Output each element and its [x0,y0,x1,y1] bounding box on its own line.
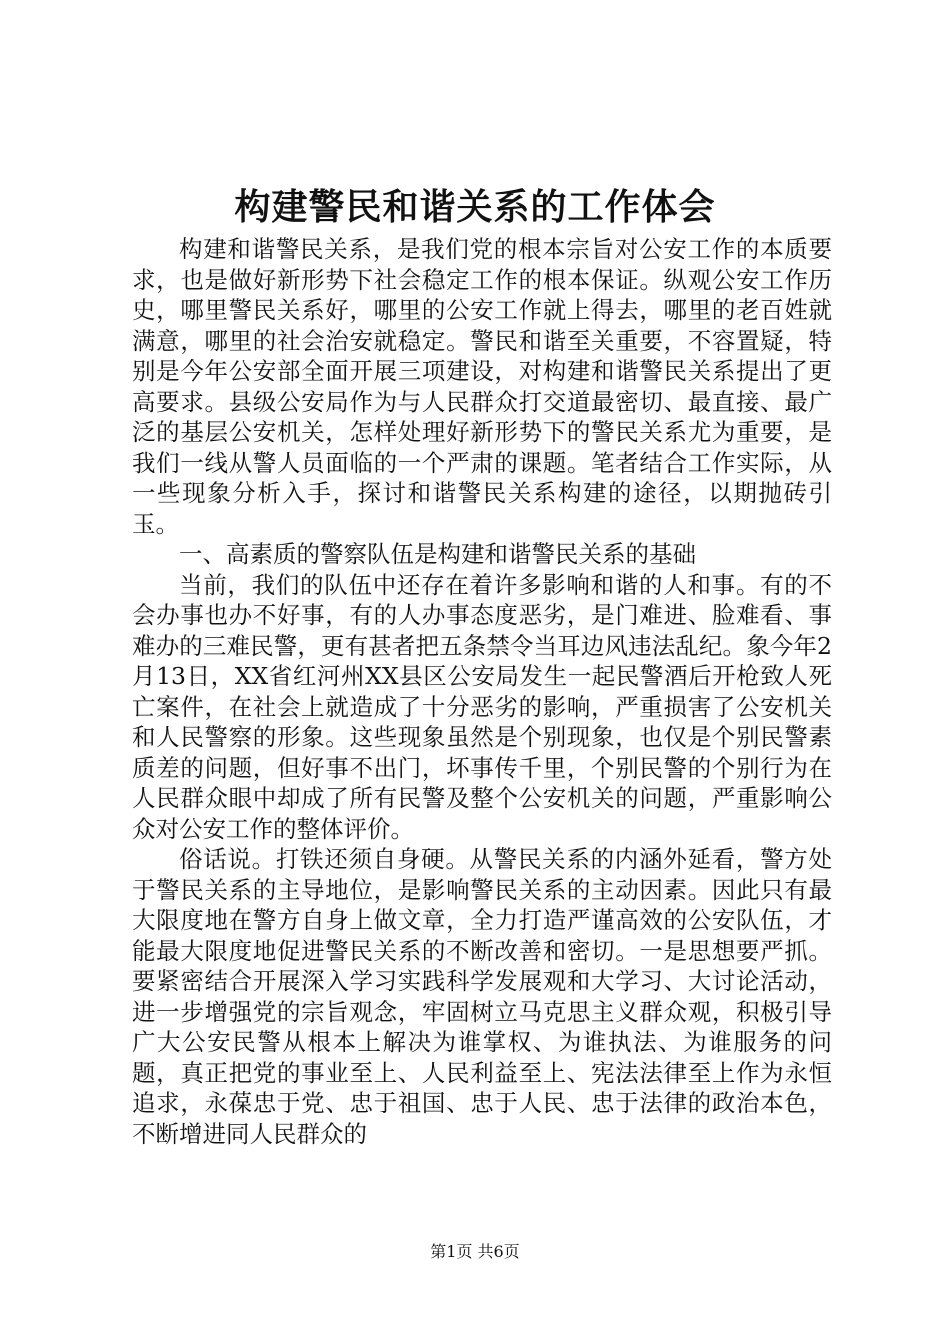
page-number-footer: 第1页 共6页 [430,1242,520,1261]
section-heading-1: 一、高素质的警察队伍是构建和谐警民关系的基础 [179,540,696,568]
paragraph-current-issues: 当前，我们的队伍中还存在着许多影响和谐的人和事。有的不会办事也办不好事，有的人办事态度恶劣，是门难进、脸难看、事难办的三难民警，更有甚者把五条禁令当耳边风违法乱纪。象今年2月13日，XX省红河州XX县区公安局发生一起民警酒后开枪致人死亡案件，在社会上就造成了十分恶劣的影响，严重损害了公安机关和人民警察的形象。这些现象虽然是个别现象，也仅是个别民警素质差的问题，但好事不出门，坏事传千里，个别民警的个别行为在人民群众眼中却成了所有民警及整个公安机关的问题，严重影响公众对公安工作的整体评价。 [132,570,832,843]
paragraph-self-improvement: 俗话说。打铁还须自身硬。从警民关系的内涵外延看，警方处于警民关系的主导地位，是影响警民关系的主动因素。因此只有最大限度地在警方自身上做文章，全力打造严谨高效的公安队伍，才能最大限度地促进警民关系的不断改善和密切。一是思想要严抓。要紧密结合开展深入学习实践科学发展观和大学习、大讨论活动，进一步增强党的宗旨观念，牢固树立马克思主义群众观，积极引导广大公安民警从根本上解决为谁掌权、为谁执法、为谁服务的问题，真正把党的事业至上、人民利益至上、宪法法律至上作为永恒追求，永葆忠于党、忠于祖国、忠于人民、忠于法律的政治本色，不断增进同人民群众的 [132,845,832,1148]
paragraph-intro: 构建和谐警民关系，是我们党的根本宗旨对公安工作的本质要求，也是做好新形势下社会稳定工作的根本保证。纵观公安工作历史，哪里警民关系好，哪里的公安工作就上得去，哪里的老百姓就满意，哪里的社会治安就稳定。警民和谐至关重要，不容置疑，特别是今年公安部全面开展三项建设，对构建和谐警民关系提出了更高要求。县级公安局作为与人民群众打交道最密切、最直接、最广泛的基层公安机关，怎样处理好新形势下的警民关系尤为重要，是我们一线从警人员面临的一个严肃的课题。笔者结合工作实际，从一些现象分析入手，探讨和谐警民关系构建的途径，以期抛砖引玉。 [132,235,832,538]
document-body [132,234,832,1149]
document-title: 构建警民和谐关系的工作体会 [234,186,716,228]
